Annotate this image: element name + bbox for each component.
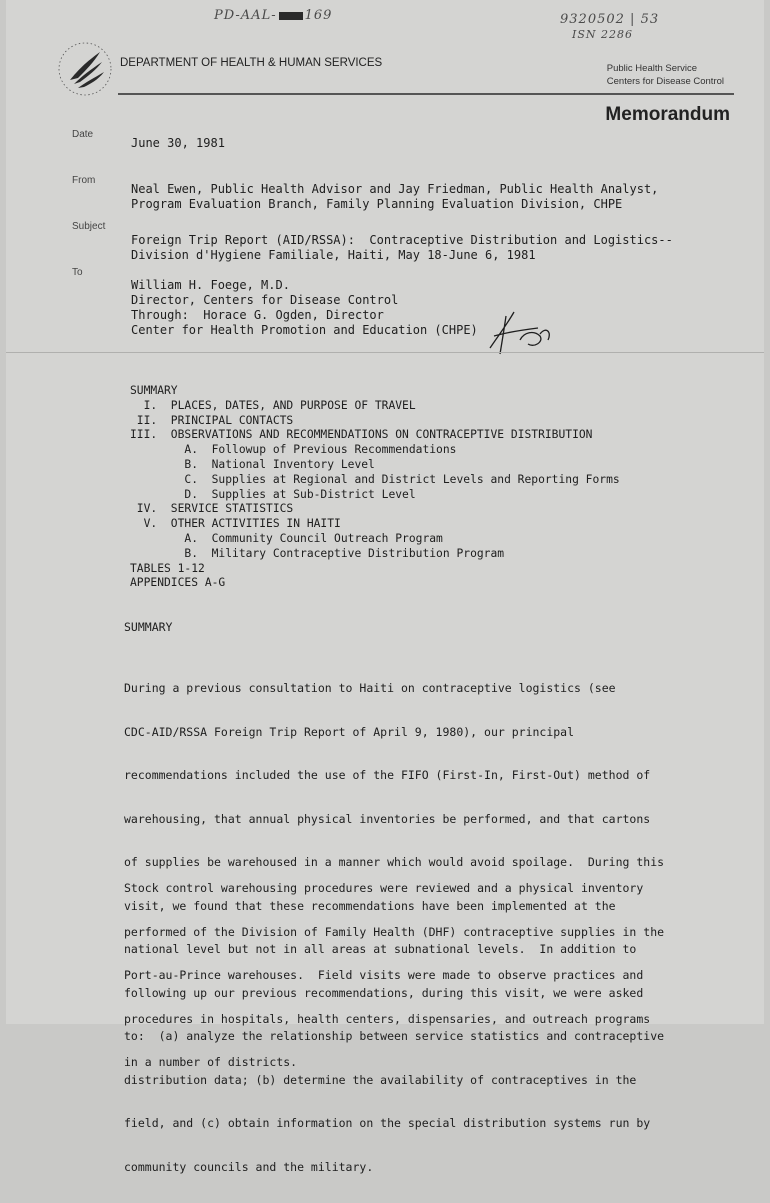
date-value: June 30, 1981 bbox=[131, 136, 225, 150]
corner-page: 53 bbox=[640, 12, 660, 27]
subject-line-1: Foreign Trip Report (AID/RSSA): Contraceptive Distribution and Logistics-- bbox=[131, 233, 673, 247]
handwritten-doc-code bbox=[214, 8, 332, 23]
to-line-1: William H. Foege, M.D. bbox=[131, 278, 290, 292]
paragraph-line: procedures in hospitals, health centers, dispensaries, and outreach programs bbox=[124, 1011, 651, 1026]
toc-item: IV. SERVICE STATISTICS bbox=[130, 502, 294, 516]
doc-code-prefix: PD-AAL- bbox=[214, 8, 277, 23]
paragraph-line: During a previous consultation to Haiti on contraceptive logistics (see bbox=[124, 681, 616, 695]
paragraph-line: recommendations included the use of the FIFO (First-In, First-Out) method of bbox=[124, 768, 651, 782]
date-label: Date bbox=[72, 129, 94, 140]
from-line-2: Program Evaluation Branch, Family Planning Evaluation Division, CHPE bbox=[131, 197, 623, 211]
handwritten-corner-code: 9320502 | 53 bbox=[560, 12, 660, 27]
to-line-4: Center for Health Promotion and Education (CHPE) bbox=[131, 323, 478, 337]
toc-item: III. OBSERVATIONS AND RECOMMENDATIONS ON CONTRACEPTIVE DISTRIBUTION bbox=[130, 428, 593, 442]
from-line-1: Neal Ewen, Public Health Advisor and Jay Friedman, Public Health Analyst, bbox=[131, 182, 659, 196]
from-label: From bbox=[72, 175, 96, 186]
letterhead-rule bbox=[118, 93, 734, 95]
paragraph-line: in a number of districts. bbox=[124, 1055, 298, 1069]
to-label: To bbox=[72, 267, 83, 278]
summary-paragraph-2 bbox=[124, 852, 664, 1099]
corner-code: 9320502 bbox=[560, 12, 625, 27]
paragraph-line: to: (a) analyze the relationship between service statistics and contraceptive bbox=[124, 1029, 665, 1043]
redaction-mark bbox=[279, 12, 303, 20]
memorandum-title: Memorandum bbox=[605, 104, 730, 125]
subject-label: Subject bbox=[72, 221, 106, 232]
to-line-3: Through: Horace G. Ogden, Director bbox=[131, 308, 384, 322]
toc-item: II. PRINCIPAL CONTACTS bbox=[130, 413, 294, 427]
doc-code-suffix: 169 bbox=[304, 8, 333, 23]
paragraph-line: CDC-AID/RSSA Foreign Trip Report of April 9, 1980), our principal bbox=[124, 724, 575, 739]
from-value bbox=[131, 182, 658, 212]
paragraph-line: distribution data; (b) determine the availability of contraceptives in the bbox=[124, 1072, 637, 1087]
toc-item: APPENDICES A-G bbox=[130, 576, 226, 590]
paragraph-line: visit, we found that these recommendations have been implemented at the bbox=[124, 898, 616, 913]
handwritten-initials-signature bbox=[484, 306, 556, 358]
paragraph-line: following up our previous recommendations, during this visit, we were asked bbox=[124, 985, 644, 1000]
paragraph-line: Stock control warehousing procedures were reviewed and a physical inventory bbox=[124, 881, 644, 895]
toc-item: A. Followup of Previous Recommendations bbox=[130, 443, 457, 457]
toc-item: B. Military Contraceptive Distribution Program bbox=[130, 546, 505, 560]
table-of-contents bbox=[130, 384, 620, 591]
paragraph-line: field, and (c) obtain information on the special distribution systems run by bbox=[124, 1116, 651, 1130]
page-fold-line bbox=[6, 352, 764, 353]
toc-item: D. Supplies at Sub-District Level bbox=[130, 487, 416, 501]
paragraph-line: of supplies be warehoused in a manner which would avoid spoilage. During this bbox=[124, 855, 665, 869]
to-value bbox=[131, 278, 478, 338]
department-name: DEPARTMENT OF HEALTH & HUMAN SERVICES bbox=[120, 57, 383, 69]
paragraph-line: warehousing, that annual physical inventories be performed, and that cartons bbox=[124, 811, 651, 826]
toc-item: TABLES 1-12 bbox=[130, 561, 205, 575]
agency-line-1: Public Health Service bbox=[606, 63, 698, 74]
subject-line-2: Division d'Hygiene Familiale, Haiti, May 18-June 6, 1981 bbox=[131, 248, 536, 262]
corner-sub-code: ISN 2286 bbox=[572, 28, 633, 41]
toc-item: A. Community Council Outreach Program bbox=[130, 531, 443, 545]
hhs-eagle-logo-icon bbox=[56, 40, 114, 98]
summary-heading: SUMMARY bbox=[124, 620, 173, 634]
paragraph-line: community councils and the military. bbox=[124, 1159, 374, 1174]
toc-item: SUMMARY bbox=[130, 384, 178, 397]
toc-item: C. Supplies at Regional and District Levels and Reporting Forms bbox=[130, 472, 620, 486]
memo-page bbox=[6, 0, 764, 1174]
subject-value bbox=[131, 233, 673, 263]
toc-item: V. OTHER ACTIVITIES IN HAITI bbox=[130, 517, 341, 531]
toc-item: B. National Inventory Level bbox=[130, 457, 375, 471]
agency-block bbox=[607, 62, 724, 88]
paragraph-line: national level but not in all areas at subnational levels. In addition to bbox=[124, 942, 637, 956]
agency-line-2: Centers for Disease Control bbox=[606, 76, 724, 87]
paragraph-line: Port-au-Prince warehouses. Field visits were made to observe practices and bbox=[124, 968, 644, 982]
to-line-2: Director, Centers for Disease Control bbox=[131, 293, 399, 307]
toc-item: I. PLACES, DATES, AND PURPOSE OF TRAVEL bbox=[130, 398, 416, 412]
paragraph-line: performed of the Division of Family Health (DHF) contraceptive supplies in the bbox=[124, 924, 665, 939]
